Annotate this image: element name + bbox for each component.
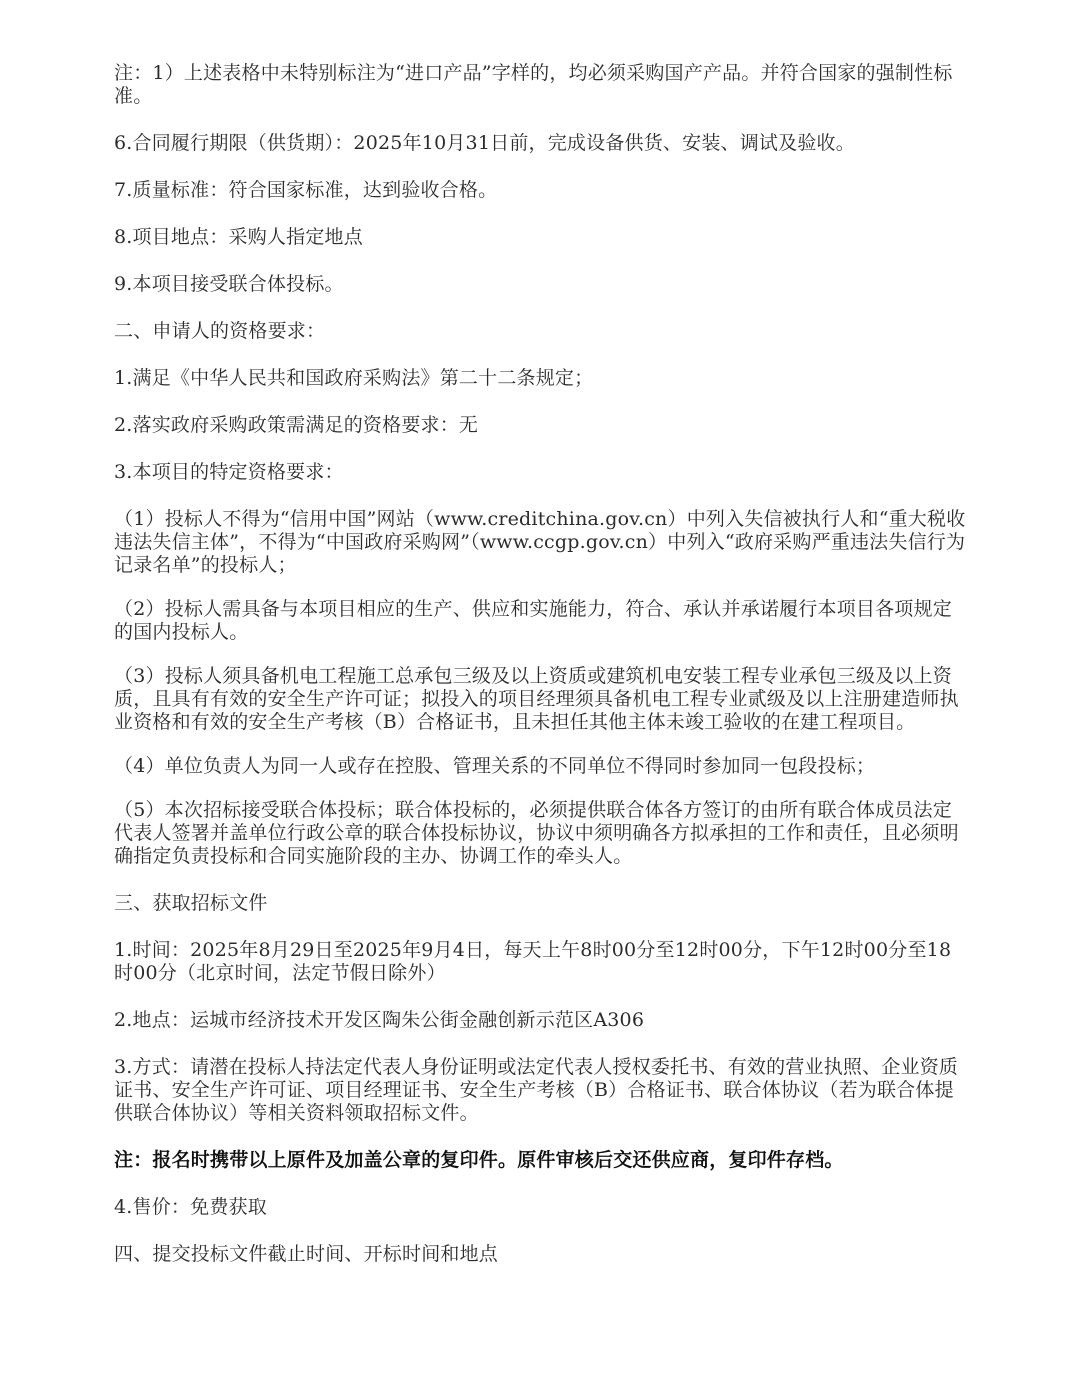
obtain-time: 1.时间：2025年8月29日至2025年9月4日，每天上午8时00分至12时00分，下午12时00分至18时00分（北京时间，法定节假日除外） — [114, 939, 952, 984]
section-heading-obtain-documents: 三、获取招标文件 — [114, 892, 268, 914]
specific-requirement-3: （3）投标人须具备机电工程施工总承包三级及以上资质或建筑机电安装工程专业承包三级及以上资质，且具有有效的安全生产许可证；拟投入的项目经理须具备机电工程专业贰级及以上注册建造师执业资格和有效的安全生产考核（B）合格证书，且未担任其他主体未竣工验收的在建工程项目。 — [114, 665, 959, 733]
registration-note: 注：报名时携带以上原件及加盖公章的复印件。原件审核后交还供应商，复印件存档。 — [114, 1149, 844, 1171]
specific-requirement-1: （1）投标人不得为“信用中国”网站（www.creditchina.gov.cn）中列入失信被执行人和“重大税收违法失信主体”，不得为“中国政府采购网”（www.ccgp.gov.cn）中列入“政府采购严重违法失信行为记录名单”的投标人； — [114, 508, 966, 576]
specific-requirement-2: （2）投标人需具备与本项目相应的生产、供应和实施能力，符合、承认并承诺履行本项目各项规定的国内投标人。 — [114, 598, 952, 643]
document-body — [114, 62, 966, 1266]
section-heading-qualifications: 二、申请人的资格要求： — [114, 320, 326, 342]
document-price: 4.售价：免费获取 — [114, 1196, 267, 1218]
qualification-item-1: 1.满足《中华人民共和国政府采购法》第二十二条规定； — [114, 367, 594, 389]
obtain-location: 2.地点：运城市经济技术开发区陶朱公街金融创新示范区A306 — [114, 1009, 645, 1031]
qualification-item-3: 3.本项目的特定资格要求： — [114, 461, 344, 483]
note-imported-products: 注：1）上述表格中未特别标注为“进口产品”字样的，均必须采购国产产品。并符合国家的强制性标准。 — [114, 62, 953, 107]
section-heading-submission-deadline: 四、提交投标文件截止时间、开标时间和地点 — [114, 1243, 499, 1265]
project-location: 8.项目地点：采购人指定地点 — [114, 226, 363, 248]
quality-standard: 7.质量标准：符合国家标准，达到验收合格。 — [114, 179, 498, 201]
specific-requirement-5: （5）本次招标接受联合体投标；联合体投标的，必须提供联合体各方签订的由所有联合体成员法定代表人签署并盖单位行政公章的联合体投标协议，协议中须明确各方拟承担的工作和责任，且必须明确指定负责投标和合同实施阶段的主办、协调工作的牵头人。 — [114, 799, 959, 867]
obtain-method: 3.方式：请潜在投标人持法定代表人身份证明或法定代表人授权委托书、有效的营业执照、企业资质证书、安全生产许可证、项目经理证书、安全生产考核（B）合格证书、联合体协议（若为联合体提供联合体协议）等相关资料领取招标文件。 — [114, 1056, 959, 1124]
consortium-accepted: 9.本项目接受联合体投标。 — [114, 273, 344, 295]
contract-period: 6.合同履行期限（供货期）：2025年10月31日前，完成设备供货、安装、调试及验收。 — [114, 132, 855, 154]
specific-requirement-4: （4）单位负责人为同一人或存在控股、管理关系的不同单位不得同时参加同一包段投标； — [114, 755, 876, 777]
qualification-item-2: 2.落实政府采购政策需满足的资格要求：无 — [114, 414, 479, 436]
